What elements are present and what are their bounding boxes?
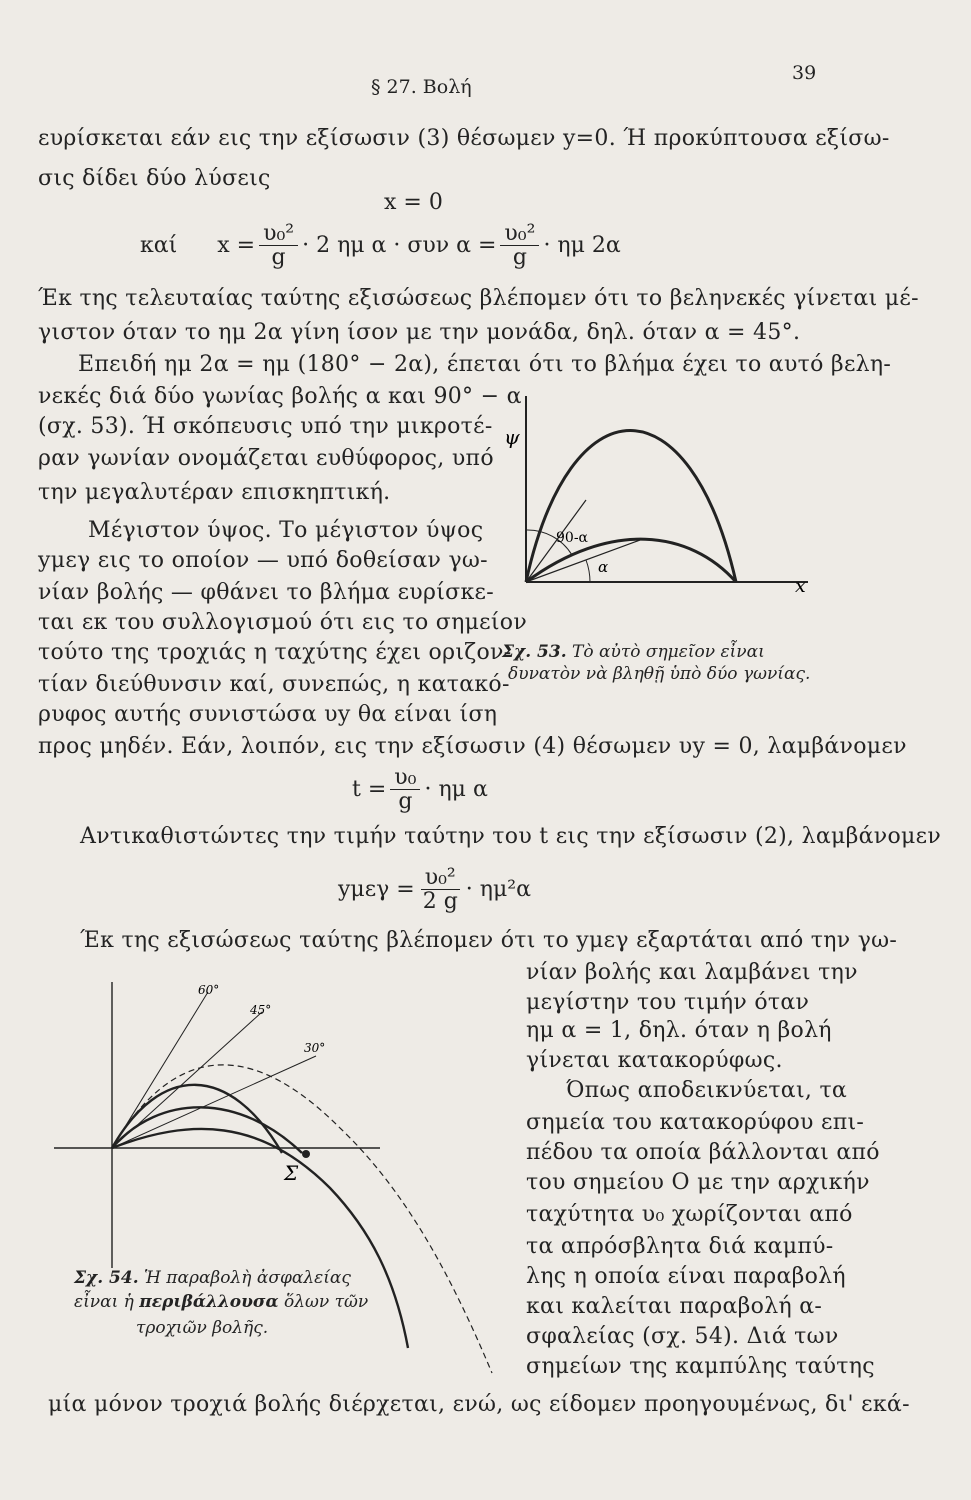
text-line-13: ται εκ του συλλογισμού ότι εις το σημείον: [38, 610, 528, 635]
fig53-caption-text-1: Τὸ αὐτὸ σημεῖον εἶναι: [572, 642, 765, 662]
eq3-den: g: [398, 789, 413, 815]
fig54-line-30: [112, 1056, 316, 1148]
equation-range: [140, 222, 621, 269]
equation-time: [352, 766, 488, 813]
eq4-den: 2 g: [422, 889, 458, 915]
text-line-1: ευρίσκεται εάν εις την εξίσωσιν (3) θέσωμεν y=0. Ή προκύπτουσα εξίσω-: [38, 126, 890, 151]
eq4-lhs: yμεγ =: [338, 877, 415, 903]
eq2-middle: · 2 ημ α · συν α =: [302, 233, 497, 259]
text-line-8: ραν γωνίαν ονομάζεται ευθύφορος, υπό: [38, 446, 494, 471]
text-line-9: την μεγαλυτέραν επισκηπτική.: [38, 480, 391, 505]
text-line-25: σημεία του κατακορύφου επι-: [526, 1110, 865, 1135]
fig54-trajectory-60: [112, 1085, 282, 1153]
fig54-caption-line-2: [74, 1292, 368, 1312]
fig54-caption-text-3: τροχιῶν βολῆς.: [136, 1318, 269, 1338]
text-line-4: γιστον όταν το ημ 2α γίνη ίσον με την μονάδα, δηλ. όταν α = 45°.: [38, 320, 801, 345]
fig54-caption-line-1: [74, 1268, 351, 1288]
fig53-y-label: ψ: [504, 425, 520, 449]
eq2-den-1: g: [271, 245, 286, 271]
text-line-5: Επειδή ημ 2α = ημ (180° − 2α), έπεται ότι το βλήμα έχει το αυτό βελη-: [78, 352, 892, 377]
text-line-11: yμεγ εις το οποίον — υπό δοθείσαν γω-: [38, 548, 488, 573]
fig54-caption-label: Σχ. 54.: [74, 1268, 139, 1288]
fig53-high-trajectory: [526, 431, 736, 583]
fig54-caption-text-2c: ὅλων τῶν: [283, 1292, 369, 1312]
text-line-24: Όπως αποδεικνύεται, τα: [566, 1078, 848, 1103]
fig53-angle-small: α: [598, 558, 609, 576]
text-line-22: ημ α = 1, δηλ. όταν η βολή: [526, 1018, 832, 1043]
eq3-lhs: t =: [352, 777, 387, 803]
text-line-19: Έκ της εξισώσεως ταύτης βλέπομεν ότι το yμεγ εξαρτάται από την γω-: [80, 928, 898, 953]
figure-53: [490, 390, 820, 600]
fig53-small-angle-arc: [586, 560, 590, 582]
text-line-3: Έκ της τελευταίας ταύτης εξισώσεως βλέπομεν ότι το βεληνεκές γίνεται μέ-: [38, 286, 919, 311]
eq2-fraction-2: [500, 222, 539, 269]
eq2-num-2: υ₀²: [500, 222, 539, 246]
text-line-34: μία μόνον τροχιά βολής διέρχεται, ενώ, ως είδομεν προηγουμένως, δι' εκά-: [48, 1392, 910, 1417]
fig54-trajectory-30: [112, 1129, 408, 1348]
text-line-33: σημείων της καμπύλης ταύτης: [526, 1354, 875, 1379]
text-line-23: γίνεται κατακορύφως.: [526, 1048, 783, 1073]
eq2-prefix: καί: [140, 233, 178, 259]
text-line-18: Αντικαθιστώντες την τιμήν ταύτην του t εις την εξίσωσιν (2), λαμβάνομεν: [80, 824, 941, 849]
text-line-12: νίαν βολής — φθάνει το βλήμα ευρίσκε-: [38, 580, 494, 605]
fig54-caption-text-2b: περιβάλλουσα: [139, 1292, 279, 1312]
fig54-point-sigma: [302, 1150, 310, 1158]
text-line-7: (σχ. 53). Ή σκόπευσις υπό την μικροτέ-: [38, 414, 493, 439]
fig53-angle-big: 90-α: [556, 530, 588, 546]
eq3-num: υ₀: [390, 766, 420, 790]
text-line-20: νίαν βολής και λαμβάνει την: [526, 960, 858, 985]
eq4-tail: · ημ²α: [465, 877, 531, 903]
text-line-2: σις δίδει δύο λύσεις: [38, 166, 271, 191]
eq2-fraction-1: [259, 222, 298, 269]
fig53-x-label: x: [795, 575, 806, 597]
text-line-16: ρυφος αυτής συνιστώσα υy θα είναι ίση: [38, 702, 498, 727]
eq2-tail: · ημ 2α: [543, 233, 621, 259]
equation-max-height: [338, 866, 531, 913]
fig53-caption-text-2: δυνατὸν νὰ βληθῇ ὑπὸ δύο γωνίας.: [508, 664, 811, 684]
text-line-21: μεγίστην του τιμήν όταν: [526, 990, 810, 1015]
fig54-caption-text-1: Ἡ παραβολὴ ἀσφαλείας: [144, 1268, 351, 1288]
text-line-17: προς μηδέν. Εάν, λοιπόν, εις την εξίσωσιν (4) θέσωμεν υy = 0, λαμβάνομεν: [38, 734, 907, 759]
text-line-28: ταχύτητα υ₀ χωρίζονται από: [526, 1202, 853, 1227]
figure-54: [40, 968, 520, 1378]
eq2-den-2: g: [512, 245, 527, 271]
fig54-point-label: Σ: [284, 1161, 299, 1185]
section-header: § 27. Βολή: [371, 76, 472, 98]
text-line-29: τα απρόσβλητα διά καμπύ-: [526, 1234, 834, 1259]
text-line-6: νεκές διά δύο γωνίας βολής α και 90° − α: [38, 384, 522, 409]
eq4-num: υ₀²: [421, 866, 460, 890]
page-number: 39: [792, 62, 817, 84]
fig54-label-30: 30°: [304, 1041, 326, 1055]
fig53-caption-line-1: [502, 642, 765, 662]
fig53-low-tangent: [526, 540, 640, 582]
text-line-27: του σημείου Ο με την αρχικήν: [526, 1170, 870, 1195]
eq3-fraction: [390, 766, 420, 813]
text-line-15: τίαν διεύθυνσιν καί, συνεπώς, η κατακό-: [38, 672, 510, 697]
eq2-lhs: x =: [217, 233, 256, 259]
fig54-label-60: 60°: [198, 983, 220, 997]
text-line-14: τούτο της τροχιάς η ταχύτης έχει οριζον-: [38, 640, 512, 665]
fig54-caption-text-2a: εἶναι ἡ: [74, 1292, 134, 1312]
equation-x-zero: x = 0: [384, 190, 443, 215]
fig54-label-45: 45°: [250, 1003, 272, 1017]
eq2-num-1: υ₀²: [259, 222, 298, 246]
fig53-caption-label: Σχ. 53.: [502, 642, 567, 662]
eq4-fraction: [419, 866, 462, 913]
text-line-26: πέδου τα οποία βάλλονται από: [526, 1140, 880, 1165]
eq3-tail: · ημ α: [424, 777, 488, 803]
text-line-10: Μέγιστον ύψος. Το μέγιστον ύψος: [88, 518, 484, 543]
text-line-32: σφαλείας (σχ. 54). Διά των: [526, 1324, 839, 1349]
text-line-31: και καλείται παραβολή α-: [526, 1294, 823, 1319]
text-line-30: λης η οποία είναι παραβολή: [526, 1264, 846, 1289]
